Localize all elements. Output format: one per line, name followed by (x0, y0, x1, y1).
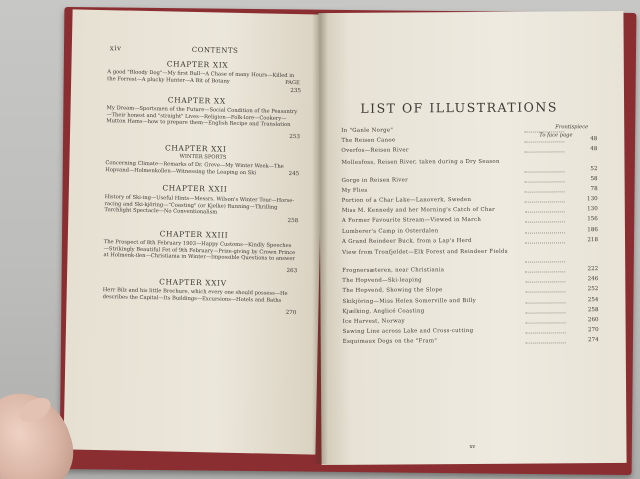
illustration-page: 58 (590, 175, 598, 182)
leader-dots (525, 302, 565, 303)
left-page-number: xiv (109, 44, 122, 53)
leader-dots (525, 282, 565, 283)
chapter-page: 263 (286, 267, 298, 275)
illustration-title: A Grand Reindeer Buck, from a Lap's Herd (342, 237, 472, 245)
leader-dots (525, 212, 565, 213)
chapter-description: Concerning Climate—Remarks of Dr. Greve—My Winter Week—The Hopvand—Holmenkollen—Witnessing the Leaping on Ski (105, 160, 284, 176)
chapter-page: 245 (288, 170, 300, 178)
illustration-title: Esquimaux Dogs on the "Fram" (342, 338, 438, 346)
illustration-title: Kjælking, Anglicé Coasting (342, 308, 425, 315)
illustration-page: 246 (587, 276, 599, 283)
illustration-title: In "Ganle Norge" (341, 127, 394, 134)
chapter-heading: CHAPTER XXI (164, 143, 227, 154)
chapter-description: A good "Bloody Dog"—My first Bull—A Chase of many Hours—Killed in the Forrest—A plucky Hunter—A Bit of Botany (107, 69, 295, 85)
illustration-title: Ice Harvest, Norway (342, 318, 405, 325)
illustration-page: 186 (587, 226, 598, 233)
illustration-page: 130 (587, 196, 598, 203)
leader-dots (525, 242, 565, 243)
illustration-title: Frognersæteren, near Christiania (342, 267, 445, 274)
illustration-page: 48 (590, 136, 598, 143)
leader-dots (525, 232, 565, 233)
leader-dots (525, 171, 565, 172)
chapter-heading: CHAPTER XXII (162, 183, 228, 194)
leader-dots (525, 271, 565, 272)
illustration-title: The Reisen Canoe (341, 137, 396, 145)
chapter-heading: CHAPTER XXIII (159, 229, 229, 240)
chapter-description: The Prospect of 8th February 1903—Happy Customs—Kindly Speeches—Strikingly Beautiful Fet of 9th February—Prize-giving by Crown Prince at Holmenk-ilen—Christiania in Winter—Impossible Questions to answer (103, 239, 296, 263)
leader-dots (524, 152, 564, 153)
illustration-page: 78 (590, 185, 598, 192)
chapter-subheading: WINTER SPORTS (179, 153, 227, 161)
illustration-page: 252 (587, 286, 599, 293)
leader-dots (525, 201, 565, 202)
leader-dots (525, 191, 565, 192)
illustration-title: My Flies (341, 187, 368, 194)
chapter-page: 235 (290, 87, 302, 95)
leader-dots (525, 222, 565, 223)
leader-dots (524, 142, 564, 143)
illustration-title: Miss M. Kennedy and her Morning's Catch of Char (341, 207, 496, 215)
illustration-title: Mollesfoss, Reisen River, taken during a Dry Season (341, 158, 500, 166)
chapter-description: Herr Bilz and his little Brochure, which every one should possess—He describes the Capital—Its Buildings—Excursions—Hotels and Baths (102, 287, 288, 304)
illustration-page: 52 (590, 165, 598, 172)
frontispiece-label: Frontispiece (555, 124, 589, 131)
leader-dots (526, 343, 566, 344)
page-column-label: PAGE (285, 79, 300, 87)
chapter-heading: CHAPTER XIX (166, 59, 229, 70)
leader-dots (526, 312, 566, 313)
book-gutter (312, 12, 328, 464)
illustration-page: 270 (587, 327, 599, 334)
illustration-title: The Hopvend—Ski-leaping (342, 277, 422, 285)
left-page (63, 9, 324, 454)
illustration-page: 130 (587, 206, 598, 213)
illustration-page: 260 (587, 317, 599, 324)
chapter-description: History of Ski-ing—Useful Hints—Messrs. Wilson's Winter Tour—Horse-racing and Ski-kjöring—"Coasting" (or Kjelke) Running—Thrilling Torchlight Spectacle—No Conventionalism (104, 194, 295, 216)
illustration-page: 258 (587, 306, 599, 313)
chapter-heading: CHAPTER XX (167, 95, 226, 106)
illustration-page: 48 (590, 146, 598, 153)
illustration-page: 218 (587, 236, 599, 243)
illustration-title: The Hopvend, Showing the Slope (342, 287, 443, 295)
illustration-page: 222 (587, 266, 599, 273)
chapter-page: 253 (289, 133, 301, 141)
illustration-page: 274 (588, 337, 599, 344)
list-title: LIST OF ILLUSTRATIONS (360, 99, 558, 116)
illustration-title: Portion of a Char Lake—Lanoverk, Sweden (341, 197, 472, 204)
illustration-title: Sawing Line across Lake and Cross-cutting (342, 328, 474, 336)
chapter-heading: CHAPTER XXIV (159, 277, 227, 288)
right-page (318, 11, 626, 465)
illustration-page: 156 (587, 216, 598, 223)
leader-dots (525, 261, 565, 262)
illustration-title: Overfos—Reisen River (341, 147, 409, 155)
chapter-page: 258 (287, 217, 299, 225)
leader-dots (525, 181, 565, 182)
leader-dots (526, 322, 566, 323)
illustration-title: Gorge in Reisen River (341, 177, 409, 184)
chapter-description: My Dream—Sportsmen of the Future—Social Condition of the Peasantry—Their honest and "straight" Lives—Religion—Folk-lore—Cookery—Mutton Hams—how to prepare them—English Recipe and Translation (106, 105, 298, 129)
facing-label: To face page (539, 132, 573, 139)
leader-dots (525, 292, 565, 293)
leader-dots (526, 333, 566, 334)
left-page-header: CONTENTS (191, 45, 239, 55)
illustration-page: 254 (587, 296, 599, 303)
illustration-title: Skikjöring—Miss Helen Somerville and Billy (342, 297, 476, 305)
page-footer-number: xv (469, 443, 476, 451)
illustration-title: View from Tronfjeldet—Elk Forest and Reindeer Fields (342, 248, 508, 256)
chapter-page: 270 (285, 309, 297, 317)
illustration-title: A Former Favourite Stream—Viewed in March (341, 217, 482, 225)
illustration-title: Lumberer's Camp in Osterdalen (341, 227, 439, 235)
